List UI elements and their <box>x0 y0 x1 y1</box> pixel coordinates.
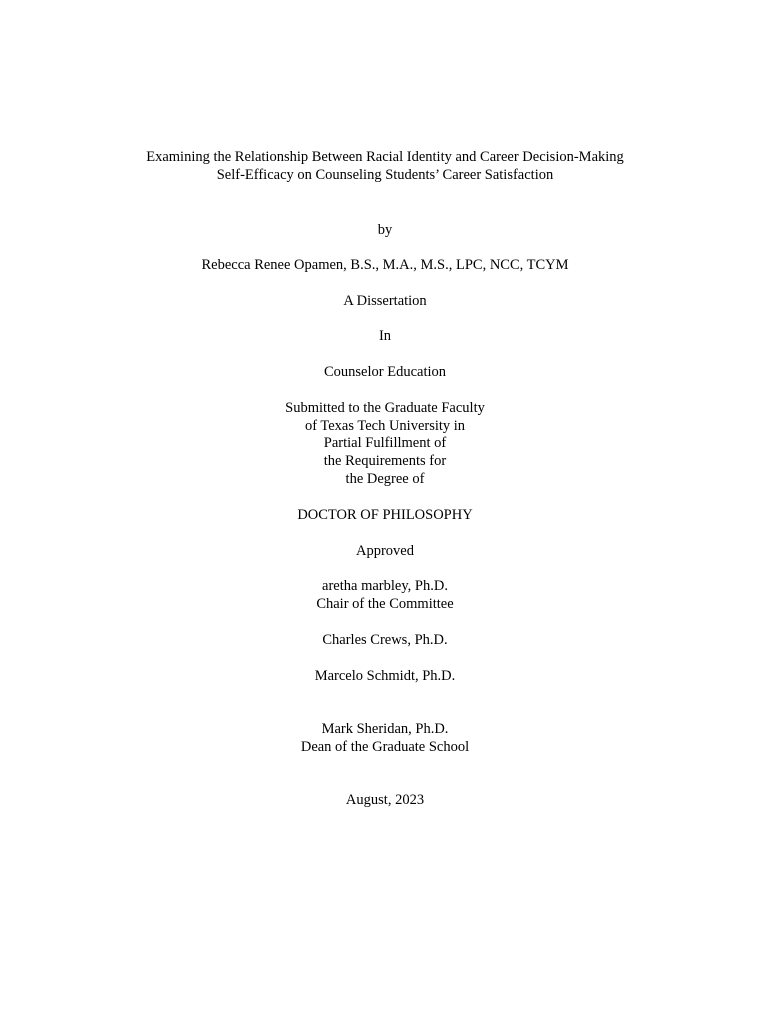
committee-chair-role: Chair of the Committee <box>316 596 454 612</box>
dean-role: Dean of the Graduate School <box>300 739 470 755</box>
title-line-2: Self-Efficacy on Counseling Students’ Career Satisfaction <box>216 167 554 183</box>
submission-line-1: Submitted to the Graduate Faculty <box>285 400 485 416</box>
submission-line-2: of Texas Tech University in <box>304 418 466 434</box>
date-text: August, 2023 <box>345 792 425 808</box>
approved-text: Approved <box>356 543 414 559</box>
dean-name: Mark Sheridan, Ph.D. <box>321 721 449 737</box>
degree-title: DOCTOR OF PHILOSOPHY <box>297 507 473 523</box>
by-text: by <box>377 222 393 238</box>
document-type: A Dissertation <box>343 293 427 309</box>
committee-member-2: Marcelo Schmidt, Ph.D. <box>314 668 456 684</box>
submission-line-5: the Degree of <box>345 471 425 487</box>
in-text: In <box>378 328 392 344</box>
committee-member-1: Charles Crews, Ph.D. <box>322 632 448 648</box>
title-line-1: Examining the Relationship Between Racial Identity and Career Decision-Making <box>146 149 624 165</box>
submission-line-3: Partial Fulfillment of <box>323 435 447 451</box>
field-of-study: Counselor Education <box>323 364 447 380</box>
author-name: Rebecca Renee Opamen, B.S., M.A., M.S., LPC, NCC, TCYM <box>201 257 569 273</box>
committee-chair-name: aretha marbley, Ph.D. <box>322 578 448 594</box>
submission-line-4: the Requirements for <box>323 453 447 469</box>
